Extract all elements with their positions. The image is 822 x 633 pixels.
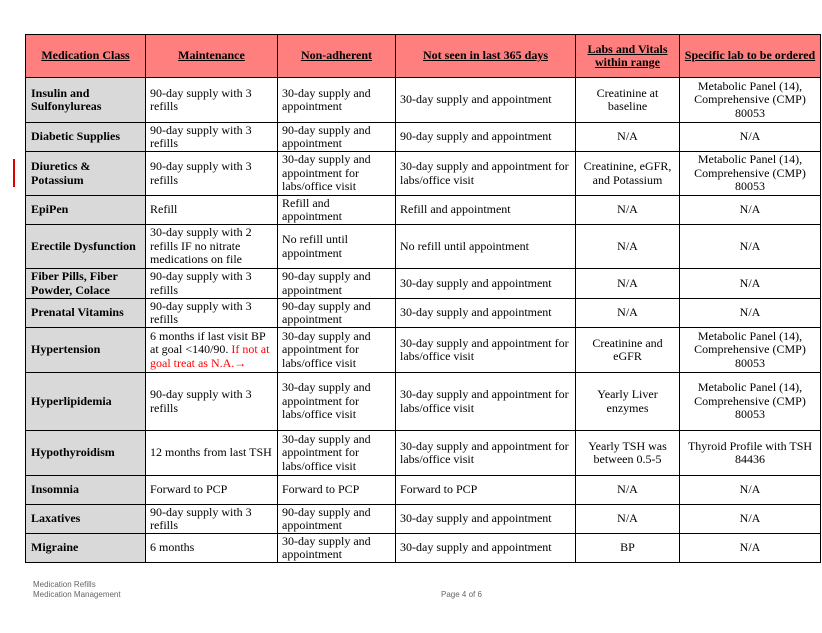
specific-lab-cell: N/A	[680, 225, 821, 269]
not-seen-cell: 30-day supply and appointment	[396, 269, 576, 299]
revision-margin-bar	[13, 159, 15, 187]
specific-lab-cell: Thyroid Profile with TSH 84436	[680, 431, 821, 476]
specific-lab-cell: Metabolic Panel (14), Comprehensive (CMP) 80053	[680, 152, 821, 196]
not-seen-cell: 30-day supply and appointment	[396, 78, 576, 123]
maintenance-cell: Forward to PCP	[146, 476, 278, 505]
labs-vitals-cell: N/A	[576, 225, 680, 269]
maintenance-text: 6 months if last visit BP at goal <140/90.	[150, 328, 266, 357]
specific-lab-cell: N/A	[680, 299, 821, 328]
medication-class-cell: Fiber Pills, Fiber Powder, Colace	[26, 269, 146, 299]
non-adherent-cell: 90-day supply and appointment	[278, 299, 396, 328]
labs-vitals-cell: Creatinine, eGFR, and Potassium	[576, 152, 680, 196]
non-adherent-cell: 90-day supply and appointment	[278, 123, 396, 152]
table-row	[26, 431, 821, 476]
labs-vitals-cell: Yearly TSH was between 0.5-5	[576, 431, 680, 476]
table-row	[26, 373, 821, 431]
maintenance-cell: 12 months from last TSH	[146, 431, 278, 476]
maintenance-cell: 6 months	[146, 534, 278, 563]
maintenance-cell: 90-day supply with 3 refills	[146, 299, 278, 328]
table-row	[26, 123, 821, 152]
medication-class-cell: Hyperlipidemia	[26, 373, 146, 431]
maintenance-cell: 90-day supply with 3 refills	[146, 152, 278, 196]
non-adherent-cell: 30-day supply and appointment for labs/office visit	[278, 152, 396, 196]
labs-vitals-cell: BP	[576, 534, 680, 563]
labs-vitals-cell: Creatinine and eGFR	[576, 328, 680, 373]
header-medication-class: Medication Class	[26, 35, 146, 78]
specific-lab-cell: N/A	[680, 476, 821, 505]
header-not-seen: Not seen in last 365 days	[396, 35, 576, 78]
non-adherent-cell: 30-day supply and appointment	[278, 534, 396, 563]
maintenance-cell: 90-day supply with 3 refills	[146, 269, 278, 299]
specific-lab-cell: N/A	[680, 505, 821, 534]
table-row	[26, 328, 821, 373]
specific-lab-cell: N/A	[680, 196, 821, 225]
maintenance-cell: Refill	[146, 196, 278, 225]
specific-lab-cell: N/A	[680, 269, 821, 299]
labs-vitals-cell: N/A	[576, 196, 680, 225]
table-row	[26, 152, 821, 196]
table-row	[26, 269, 821, 299]
medication-class-cell: Insulin and Sulfonylureas	[26, 78, 146, 123]
medication-class-cell: Laxatives	[26, 505, 146, 534]
non-adherent-cell: 30-day supply and appointment for labs/office visit	[278, 431, 396, 476]
table-row	[26, 299, 821, 328]
maintenance-cell: 90-day supply with 3 refills	[146, 373, 278, 431]
medication-class-cell: Prenatal Vitamins	[26, 299, 146, 328]
header-non-adherent: Non-adherent	[278, 35, 396, 78]
medication-class-cell: Insomnia	[26, 476, 146, 505]
non-adherent-cell: 30-day supply and appointment	[278, 78, 396, 123]
medication-class-cell: Diuretics & Potassium	[26, 152, 146, 196]
header-maintenance: Maintenance	[146, 35, 278, 78]
footer-document-title	[33, 580, 121, 600]
not-seen-cell: 30-day supply and appointment for labs/office visit	[396, 431, 576, 476]
labs-vitals-cell: Yearly Liver enzymes	[576, 373, 680, 431]
not-seen-cell: 30-day supply and appointment	[396, 505, 576, 534]
not-seen-cell: Refill and appointment	[396, 196, 576, 225]
medication-class-cell: Diabetic Supplies	[26, 123, 146, 152]
maintenance-cell: 90-day supply with 3 refills	[146, 505, 278, 534]
not-seen-cell: No refill until appointment	[396, 225, 576, 269]
not-seen-cell: 30-day supply and appointment for labs/office visit	[396, 373, 576, 431]
medication-class-cell: Migraine	[26, 534, 146, 563]
specific-lab-cell: Metabolic Panel (14), Comprehensive (CMP) 80053	[680, 78, 821, 123]
not-seen-cell: 30-day supply and appointment	[396, 299, 576, 328]
not-seen-cell: 30-day supply and appointment for labs/office visit	[396, 152, 576, 196]
not-seen-cell: 30-day supply and appointment for labs/office visit	[396, 328, 576, 373]
non-adherent-cell: Forward to PCP	[278, 476, 396, 505]
table-row	[26, 476, 821, 505]
maintenance-cell: 90-day supply with 3 refills	[146, 78, 278, 123]
non-adherent-cell: 30-day supply and appointment for labs/office visit	[278, 373, 396, 431]
not-seen-cell: 30-day supply and appointment	[396, 534, 576, 563]
non-adherent-cell: 30-day supply and appointment for labs/office visit	[278, 328, 396, 373]
footer-line-2: Medication Management	[33, 590, 121, 599]
maintenance-cell: 30-day supply with 2 refills IF no nitrate medications on file	[146, 225, 278, 269]
footer-page-number: Page 4 of 6	[441, 590, 482, 599]
labs-vitals-cell: Creatinine at baseline	[576, 78, 680, 123]
non-adherent-cell: No refill until appointment	[278, 225, 396, 269]
medication-class-cell: Hypothyroidism	[26, 431, 146, 476]
table-row	[26, 505, 821, 534]
maintenance-cell	[146, 328, 278, 373]
medication-class-cell: Erectile Dysfunction	[26, 225, 146, 269]
maintenance-cell: 90-day supply with 3 refills	[146, 123, 278, 152]
specific-lab-cell: Metabolic Panel (14), Comprehensive (CMP) 80053	[680, 328, 821, 373]
labs-vitals-cell: N/A	[576, 269, 680, 299]
table-row	[26, 196, 821, 225]
medication-class-cell: Hypertension	[26, 328, 146, 373]
table-row	[26, 225, 821, 269]
table-row	[26, 534, 821, 563]
specific-lab-cell: Metabolic Panel (14), Comprehensive (CMP) 80053	[680, 373, 821, 431]
specific-lab-cell: N/A	[680, 123, 821, 152]
medication-class-cell: EpiPen	[26, 196, 146, 225]
maintenance-warning-note: If not at goal treat as N.A.→	[150, 342, 270, 370]
non-adherent-cell: Refill and appointment	[278, 196, 396, 225]
not-seen-cell: Forward to PCP	[396, 476, 576, 505]
medication-refill-table	[25, 34, 821, 563]
labs-vitals-cell: N/A	[576, 476, 680, 505]
specific-lab-cell: N/A	[680, 534, 821, 563]
non-adherent-cell: 90-day supply and appointment	[278, 269, 396, 299]
labs-vitals-cell: N/A	[576, 505, 680, 534]
labs-vitals-cell: N/A	[576, 123, 680, 152]
non-adherent-cell: 90-day supply and appointment	[278, 505, 396, 534]
table-header-row	[26, 35, 821, 78]
table-row	[26, 78, 821, 123]
labs-vitals-cell: N/A	[576, 299, 680, 328]
not-seen-cell: 90-day supply and appointment	[396, 123, 576, 152]
header-specific-lab: Specific lab to be ordered	[680, 35, 821, 78]
footer-line-1: Medication Refills	[33, 580, 96, 589]
header-labs-vitals: Labs and Vitals within range	[576, 35, 680, 78]
